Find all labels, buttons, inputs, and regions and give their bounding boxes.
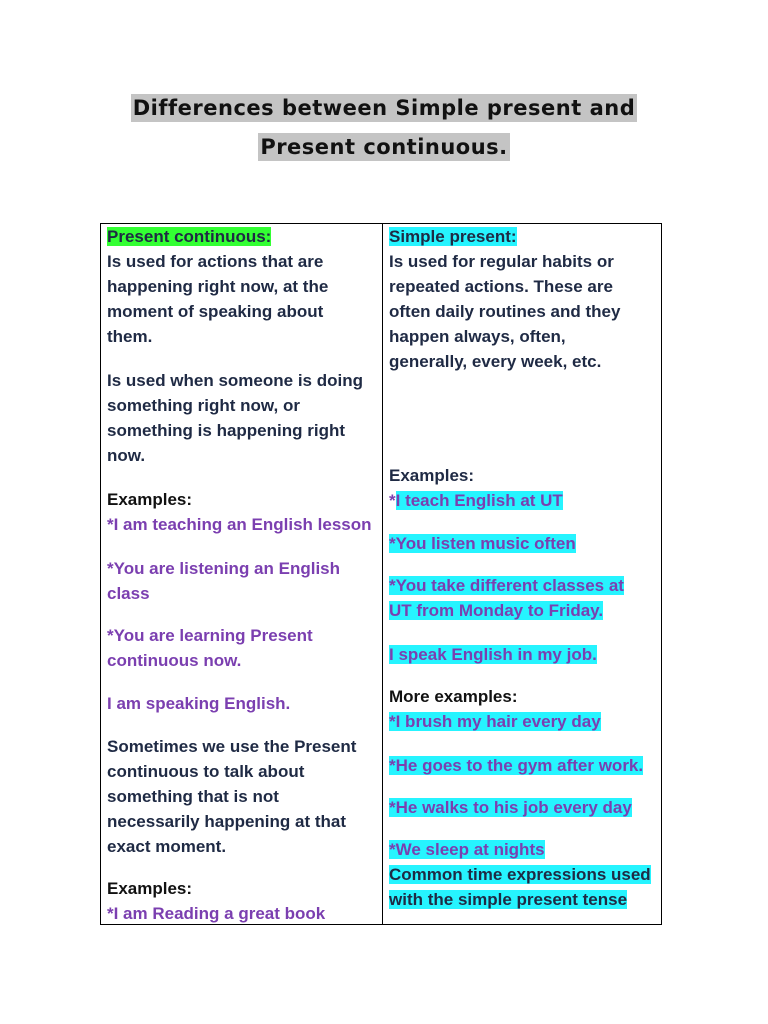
comparison-table	[100, 223, 662, 925]
right-more-examples-label: More examples:	[389, 687, 518, 706]
right-example-6: *He goes to the gym after work.	[389, 756, 644, 775]
left-example-2: *You are listening an English class	[107, 559, 341, 603]
left-example-1: *I am teaching an English lesson	[107, 515, 372, 534]
right-example-3: *You take different classes at UT from Monday to Friday.	[389, 576, 624, 620]
left-definition-2: Is used when someone is doing something right now, or something is happening right now.	[107, 371, 363, 465]
title-text-1: Differences between Simple present and	[132, 96, 636, 120]
left-examples-label-2: Examples:	[107, 879, 193, 898]
right-example-4: I speak English in my job.	[389, 645, 597, 664]
column-divider	[382, 224, 383, 924]
left-note: Sometimes we use the Present continuous to talk about something that is not necessarily happening at that exact moment.	[107, 737, 357, 856]
title-line-2	[0, 132, 768, 162]
right-definition: Is used for regular habits or repeated actions. These are often daily routines and they happen always, often, generally, every week, etc.	[389, 252, 621, 371]
left-heading: Present continuous:	[107, 227, 272, 246]
left-example-5: *I am Reading a great book	[107, 904, 326, 923]
left-example-4: I am speaking English.	[107, 694, 291, 713]
right-example-7: *He walks to his job every day	[389, 798, 632, 817]
right-examples-label: Examples:	[389, 466, 475, 485]
left-definition-1: Is used for actions that are happening right now, at the moment of speaking about them.	[107, 252, 329, 346]
right-example-1: *I teach English at UT	[389, 491, 563, 510]
left-example-3: *You are learning Present continuous now.	[107, 626, 313, 670]
left-examples-label: Examples:	[107, 490, 193, 509]
right-example-2: *You listen music often	[389, 534, 576, 553]
title-text-2: Present continuous.	[260, 135, 508, 159]
right-example-8: *We sleep at nights	[389, 840, 545, 859]
right-example-5: *I brush my hair every day	[389, 712, 601, 731]
right-common-expressions: Common time expressions used with the simple present tense	[389, 865, 651, 909]
title-line-1	[0, 93, 768, 123]
right-heading: Simple present:	[389, 227, 517, 246]
